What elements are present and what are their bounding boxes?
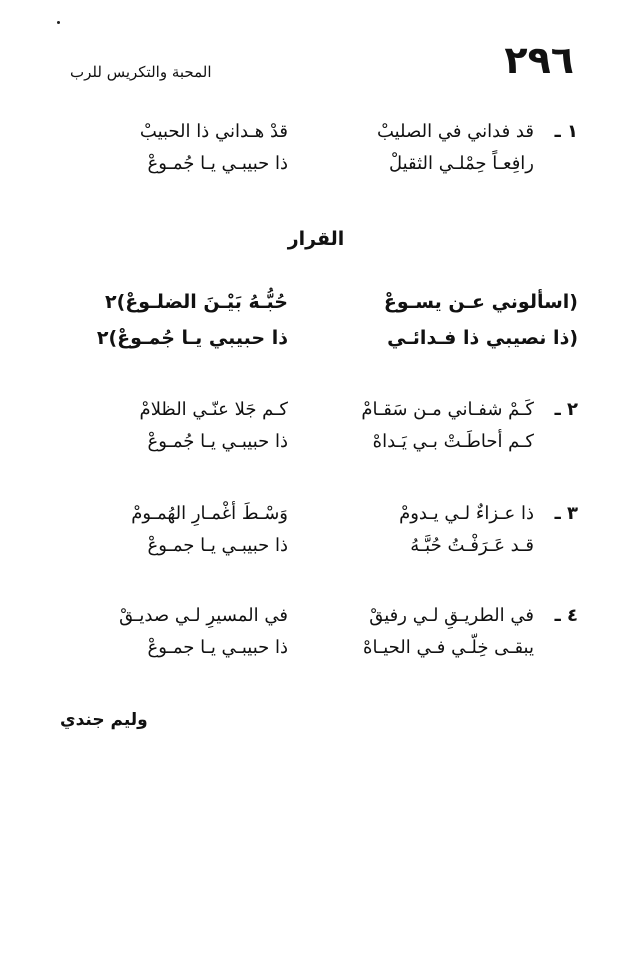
first-hemistich: (اسألوني عـن يسـوعْ	[383, 291, 578, 313]
second-hemistich: قدْ هـداني ذا الحبيبْ	[139, 121, 288, 142]
verse-number: ٣ ـ	[554, 503, 578, 524]
verse-line	[58, 632, 578, 664]
refrain-line	[58, 320, 578, 356]
verse-4	[58, 600, 578, 664]
verse-line	[58, 148, 578, 180]
running-title: المحبة والتكريس للرب	[70, 63, 212, 81]
second-hemistich: ذا حبيبـي يـا جمـوعْ	[147, 535, 288, 556]
first-hemistich: في الطريـقِ لـي رفيقْ	[369, 605, 534, 626]
first-hemistich: قد فداني في الصليبْ	[376, 121, 534, 142]
verse-line	[58, 600, 578, 632]
second-hemistich: في المسيرِ لـي صديـقْ	[119, 605, 288, 626]
first-hemistich: قـد عَـرَفْـتُ حُبَّـهُ	[410, 535, 534, 556]
refrain-title: القرار	[287, 228, 345, 250]
verse-number: ٤ ـ	[554, 605, 578, 626]
first-hemistich: يبقـى خِلّـي فـي الحيـاهْ	[363, 637, 534, 658]
verse-number: ٢ ـ	[554, 399, 578, 420]
second-hemistich: كـم جَلا عنّـي الظلامْ	[139, 399, 288, 420]
verse-1	[58, 116, 578, 180]
first-hemistich: ذا عـزاءٌ لـي يـدومْ	[399, 503, 534, 524]
verse-line	[58, 394, 578, 426]
verse-3	[58, 498, 578, 562]
second-hemistich: ذا حبيبـي يـا جُمـوعْ	[147, 431, 288, 452]
verse-number: ١ ـ	[554, 121, 578, 142]
second-hemistich: ذا حبيبي يـا جُمـوعْ)٢	[96, 327, 288, 349]
author-name: وليم جندي	[60, 710, 148, 730]
first-hemistich: رافِعـاً حِمْلـي الثقيلْ	[388, 153, 534, 174]
verse-2	[58, 394, 578, 458]
first-hemistich: كـم أحاطَـتْ بـي يَـداهْ	[372, 431, 534, 452]
verse-line	[58, 498, 578, 530]
page-number: ٢٩٦	[504, 38, 574, 82]
first-hemistich: (ذا نصيبي ذا فـدائـي	[387, 327, 578, 349]
page-speck	[57, 21, 60, 24]
second-hemistich: حُبُّـهُ بَيْـنَ الضلـوعْ)٢	[105, 291, 288, 313]
verse-line	[58, 530, 578, 562]
first-hemistich: كَـمْ شفـاني مـن سَقـامْ	[361, 399, 534, 420]
second-hemistich: وَسْـطَ أغْمـارِ الهُمـومْ	[131, 503, 288, 524]
refrain-line	[58, 284, 578, 320]
refrain	[58, 284, 578, 356]
verse-line	[58, 426, 578, 458]
verse-line	[58, 116, 578, 148]
second-hemistich: ذا حبيبـي يـا جُمـوعْ	[147, 153, 288, 174]
second-hemistich: ذا حبيبـي يـا جمـوعْ	[147, 637, 288, 658]
